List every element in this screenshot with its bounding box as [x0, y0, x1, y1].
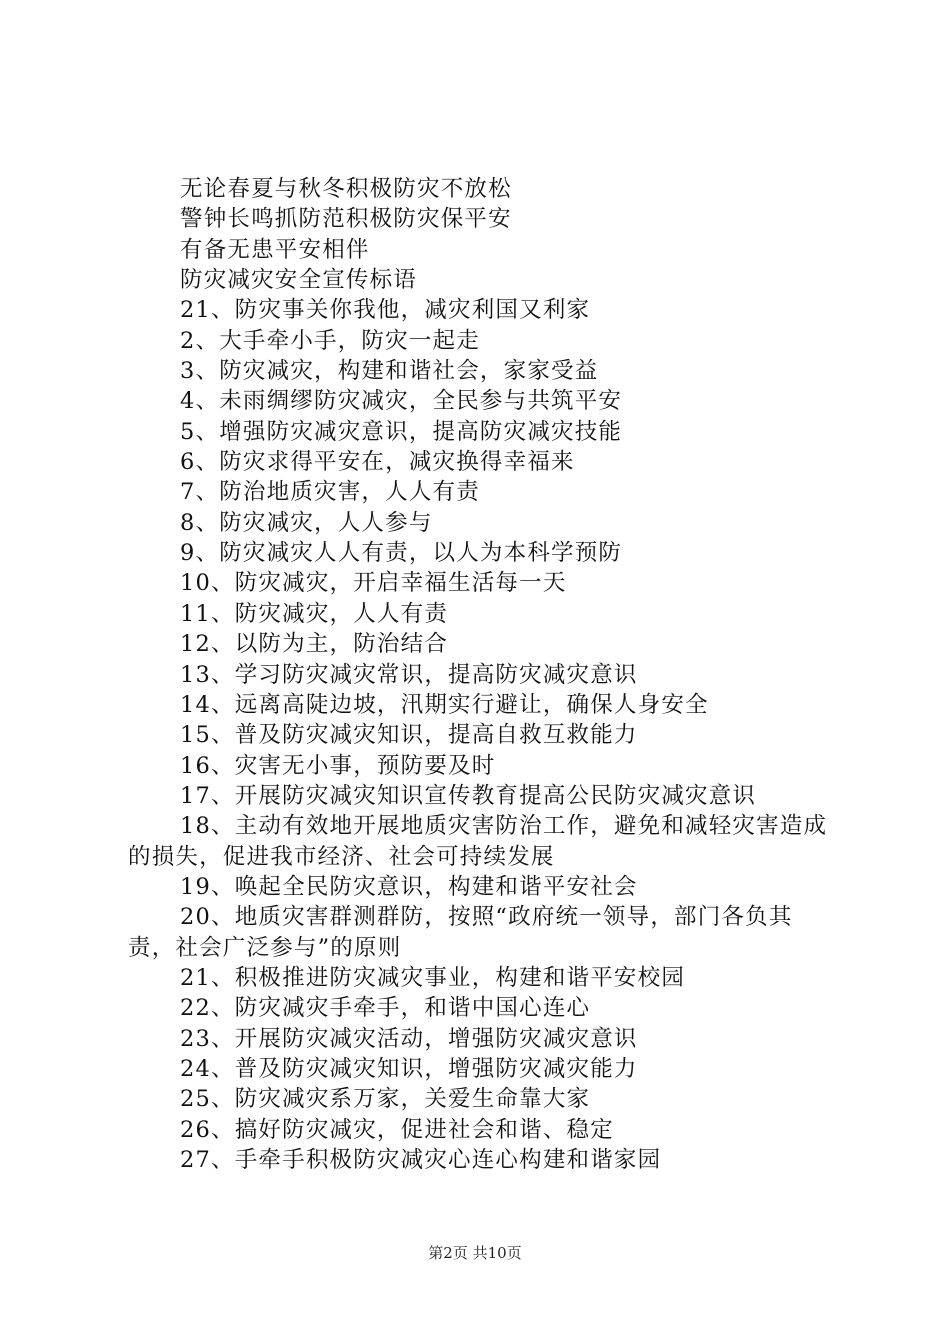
slogan-item: 2、大手牵小手，防灾一起走	[180, 327, 480, 354]
section-heading: 防灾减灾安全宣传标语	[180, 267, 418, 294]
slogan-item: 6、防灾求得平安在，减灾换得幸福来	[180, 449, 575, 476]
document-body	[128, 174, 834, 1175]
slogan-item: 3、防灾减灾，构建和谐社会，家家受益	[180, 358, 599, 385]
slogan-item: 5、增强防灾减灾意识，提高防灾减灾技能	[180, 418, 623, 445]
slogan-item: 10、防灾减灾，开启幸福生活每一天	[180, 570, 567, 597]
slogan-item: 24、普及防灾减灾知识，增强防灾减灾能力	[180, 1055, 638, 1082]
slogan-item: 20、地质灾害群测群防，按照“政府统一领导，部门各负其责，社会广泛参与”的原则	[128, 904, 793, 961]
slogan-item: 9、防灾减灾人人有责，以人为本科学预防	[180, 540, 623, 567]
slogan-item: 4、未雨绸缪防灾减灾，全民参与共筑平安	[180, 388, 623, 415]
slogan-item: 22、防灾减灾手牵手，和谐中国心连心	[180, 995, 591, 1022]
slogan-item: 18、主动有效地开展地质灾害防治工作，避免和减轻灾害造成的损失，促进我市经济、社会可持续发展	[128, 813, 828, 870]
slogan-item: 12、以防为主，防治结合	[180, 631, 449, 658]
slogan-item: 21、防灾事关你我他，减灾利国又利家	[180, 297, 591, 324]
slogan-item: 26、搞好防灾减灾，促进社会和谐、稳定	[180, 1116, 614, 1143]
slogan-item: 16、灾害无小事，预防要及时	[180, 752, 496, 779]
slogan-item: 27、手牵手积极防灾减灾心连心构建和谐家园	[180, 1147, 662, 1173]
slogan-item: 17、开展防灾减灾知识宣传教育提高公民防灾减灾意识	[180, 782, 757, 809]
page-number-label: 第2页 共10页	[428, 1244, 522, 1262]
slogan-item: 21、积极推进防灾减灾事业，构建和谐平安校园	[180, 964, 686, 991]
slogan-item: 7、防治地质灾害，人人有责	[180, 479, 480, 506]
slogan-item: 19、唤起全民防灾意识，构建和谐平安社会	[180, 873, 638, 900]
paragraph: 有备无患平安相伴	[180, 236, 370, 263]
slogan-item: 23、开展防灾减灾活动，增强防灾减灾意识	[180, 1025, 638, 1052]
slogan-item: 25、防灾减灾系万家，关爱生命靠大家	[180, 1086, 591, 1113]
paragraph: 无论春夏与秋冬积极防灾不放松	[180, 176, 512, 202]
page-footer	[0, 1243, 950, 1263]
slogan-item: 14、远离高陡边坡，汛期实行避让，确保人身安全	[180, 691, 709, 718]
slogan-item: 11、防灾减灾，人人有责	[180, 600, 449, 627]
paragraph: 警钟长鸣抓防范积极防灾保平安	[180, 206, 512, 233]
slogan-item: 15、普及防灾减灾知识，提高自救互救能力	[180, 722, 638, 749]
slogan-item: 13、学习防灾减灾常识，提高防灾减灾意识	[180, 661, 638, 688]
slogan-item: 8、防灾减灾，人人参与	[180, 509, 433, 536]
